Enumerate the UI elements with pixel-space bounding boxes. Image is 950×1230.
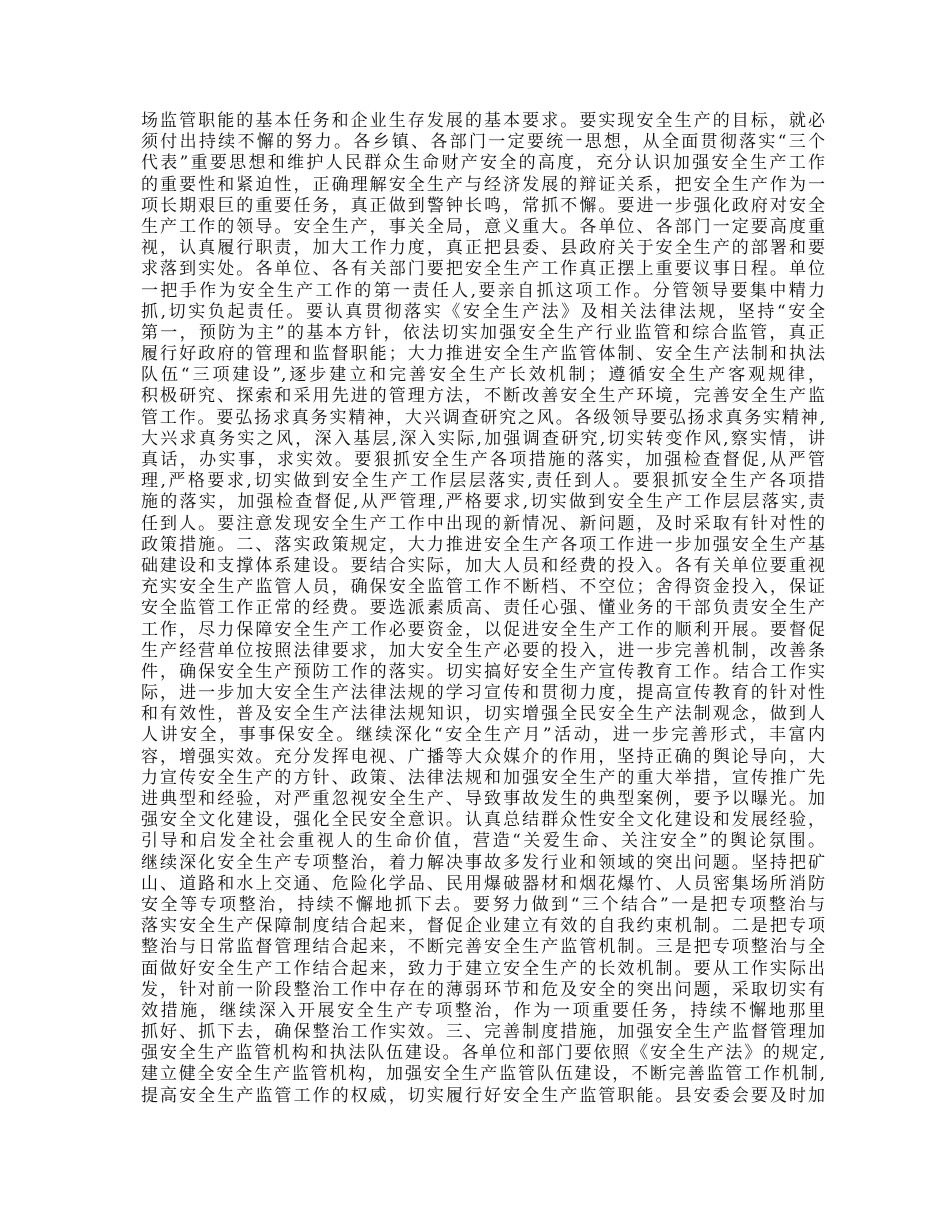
text-line: 须付出持续不懈的努力。各乡镇、各部门一定要统一思想，从全面贯彻落实“三个: [141, 132, 825, 153]
text-line: 代表”重要思想和维护人民群众生命财产安全的高度，充分认识加强安全生产工作: [141, 153, 825, 174]
text-line: 任到人。要注意发现安全生产工作中出现的新情况、新问题，及时采取有针对性的: [141, 513, 825, 534]
text-line: 视，认真履行职责，加大工作力度，真正把县委、县政府关于安全生产的部署和要: [141, 238, 825, 259]
text-line: 的重要性和紧迫性，正确理解安全生产与经济发展的辩证关系，把安全生产作为一: [141, 174, 825, 195]
text-line: 队伍“三项建设”,逐步建立和完善安全生产长效机制；遵循安全生产客观规律，: [141, 365, 825, 386]
text-line: 抓,切实负起责任。要认真贯彻落实《安全生产法》及相关法律法规，坚持“安全: [141, 301, 825, 322]
text-line: 生产工作的领导。安全生产，事关全局，意义重大。各单位、各部门一定要高度重: [141, 216, 825, 237]
text-line: 场监管职能的基本任务和企业生存发展的基本要求。要实现安全生产的目标，就必: [141, 111, 825, 131]
text-line: 一把手作为安全生产工作的第一责任人,要亲自抓这项工作。分管领导要集中精力: [141, 280, 825, 301]
text-line: 政策措施。二、落实政策规定，大力推进安全生产各项工作进一步加强安全生产基: [141, 534, 825, 555]
text-line: 山、道路和水上交通、危险化学品、民用爆破器材和烟花爆竹、人员密集场所消防: [141, 873, 825, 894]
text-line: 力宣传安全生产的方针、政策、法律法规和加强安全生产的重大举措，宣传推广先: [141, 767, 825, 788]
text-line: 安全等专项整治，持续不懈地抓下去。要努力做到“三个结合”一是把专项整治与: [141, 894, 825, 915]
text-line: 容，增强实效。充分发挥电视、广播等大众媒介的作用，坚持正确的舆论导向，大: [141, 746, 825, 767]
text-line: 项长期艰巨的重要任务，真正做到警钟长鸣，常抓不懈。要进一步强化政府对安全: [141, 195, 825, 216]
text-line: 面做好安全生产工作结合起来，致力于建立安全生产的长效机制。要从工作实际出: [141, 958, 825, 979]
text-line: 效措施，继续深入开展安全生产专项整治，作为一项重要任务，持续不懈地那里: [141, 1000, 825, 1021]
text-line: 发，针对前一阶段整治工作中存在的薄弱环节和危及安全的突出问题，采取切实有: [141, 979, 825, 1000]
text-line: 真话，办实事，求实效。要狠抓安全生产各项措施的落实，加强检查督促,从严管: [141, 450, 825, 470]
text-line: 履行好政府的管理和监督职能；大力推进安全生产监管体制、安全生产法制和执法: [141, 344, 825, 365]
text-line: 件，确保安全生产预防工作的落实。切实搞好安全生产宣传教育工作。结合工作实: [141, 661, 825, 682]
text-line: 强安全生产监管机构和执法队伍建设。各单位和部门要依照《安全生产法》的规定,: [141, 1043, 825, 1064]
body-text: [141, 111, 825, 1107]
text-line: 第一，预防为主”的基本方针，依法切实加强安全生产行业监管和综合监管，真正: [141, 322, 825, 343]
text-line: 积极研究、探索和采用先进的管理方法，不断改善安全生产环境，完善安全生产监: [141, 386, 825, 407]
text-line: 充实安全生产监管人员，确保安全监管工作不断档、不空位；舍得资金投入，保证: [141, 577, 825, 598]
text-line: 和有效性，普及安全生产法律法规知识，切实增强全民安全生产法制观念，做到人: [141, 704, 825, 725]
text-line: 大兴求真务实之风，深入基层,深入实际,加强调查研究,切实转变作风,察实情，讲: [141, 428, 825, 449]
text-line: 理,严格要求,切实做到安全生产工作层层落实,责任到人。要狠抓安全生产各项措: [141, 471, 825, 492]
text-line: 施的落实，加强检查督促,从严管理,严格要求,切实做到安全生产工作层层落实,责: [141, 492, 825, 513]
text-line: 引导和启发全社会重视人的生命价值，营造“关爱生命、关注安全”的舆论氛围。: [141, 831, 825, 852]
text-line: 管工作。要弘扬求真务实精神，大兴调查研究之风。各级领导要弘扬求真务实精神,: [141, 407, 825, 428]
text-line: 求落到实处。各单位、各有关部门要把安全生产工作真正摆上重要议事日程。单位: [141, 259, 825, 280]
text-line: 继续深化安全生产专项整治，着力解决事故多发行业和领域的突出问题。坚持把矿: [141, 852, 825, 873]
text-line: 整治与日常监督管理结合起来，不断完善安全生产监管机制。三是把专项整治与全: [141, 937, 825, 958]
text-line: 建立健全安全生产监管机构，加强安全生产监管队伍建设，不断完善监管工作机制,: [141, 1064, 825, 1085]
text-line: 生产经营单位按照法律要求，加大安全生产必要的投入，进一步完善机制，改善条: [141, 640, 825, 661]
text-line: 工作，尽力保障安全生产工作必要资金，以促进安全生产工作的顺利开展。要督促: [141, 619, 825, 640]
text-line: 落实安全生产保障制度结合起来，督促企业建立有效的自我约束机制。二是把专项: [141, 916, 825, 937]
text-line: 人讲安全，事事保安全。继续深化“安全生产月”活动，进一步完善形式，丰富内: [141, 725, 825, 746]
text-line: 础建设和支撑体系建设。要结合实际，加大人员和经费的投入。各有关单位要重视: [141, 555, 825, 576]
text-line: 提高安全生产监管工作的权威，切实履行好安全生产监管职能。县安委会要及时加: [141, 1085, 825, 1106]
text-line: 进典型和经验，对严重忽视安全生产、导致事故发生的典型案例，要予以曝光。加: [141, 789, 825, 809]
text-line: 强安全文化建设，强化全民安全意识。认真总结群众性安全文化建设和发展经验，: [141, 810, 825, 831]
text-line: 抓好、抓下去，确保整治工作实效。三、完善制度措施，加强安全生产监督管理加: [141, 1022, 825, 1043]
text-line: 安全监管工作正常的经费。要选派素质高、责任心强、懂业务的干部负责安全生产: [141, 598, 825, 619]
text-line: 际，进一步加大安全生产法律法规的学习宣传和贯彻力度，提高宣传教育的针对性: [141, 683, 825, 704]
